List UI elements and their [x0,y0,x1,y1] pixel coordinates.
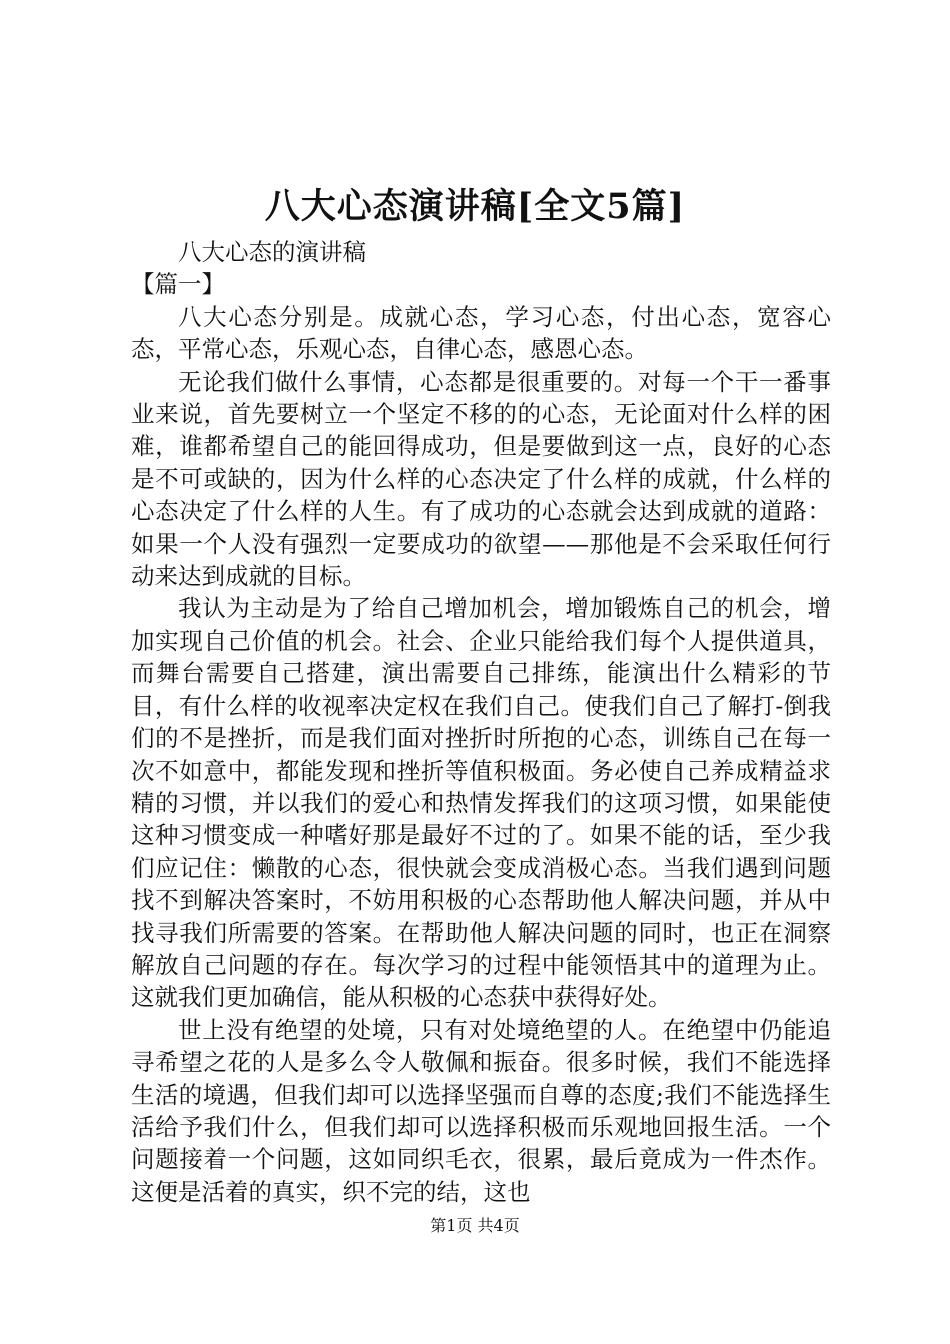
paragraph: 世上没有绝望的处境，只有对处境绝望的人。在绝望中仍能追寻希望之花的人是多么令人敬佩和振奋。很多时候，我们不能选择生活的境遇，但我们却可以选择坚强而自尊的态度;我们不能选择生活给予我们什么，但我们却可以选择积极而乐观地回报生活。一个问题接着一个问题，这如同织毛衣，很累，最后竟成为一件杰作。这便是活着的真实，织不完的结，这也 [131,1015,831,1206]
document-title: 八大心态演讲稿[全文5篇] [264,186,686,227]
page-number-footer: 第1页 共4页 [430,1216,520,1235]
document-body [131,236,831,1208]
section-heading: 【篇一】 [131,270,225,299]
paragraph: 无论我们做什么事情，心态都是很重要的。对每一个干一番事业来说，首先要树立一个坚定不移的的心态，无论面对什么样的困难，谁都希望自己的能回得成功，但是要做到这一点，良好的心态是不可或缺的，因为什么样的心态决定了什么样的成就，什么样的心态决定了什么样的人生。有了成功的心态就会达到成就的道路：如果一个人没有强烈一定要成功的欲望——那他是不会采取任何行动来达到成就的目标。 [131,367,831,591]
document-subtitle: 八大心态的演讲稿 [178,238,366,266]
paragraph: 我认为主动是为了给自己增加机会，增加锻炼自己的机会，增加实现自己价值的机会。社会、企业只能给我们每个人提供道具，而舞台需要自己搭建，演出需要自己排练，能演出什么精彩的节目，有什么样的收视率决定权在我们自己。使我们自己了解打-倒我们的不是挫折，而是我们面对挫折时所抱的心态，训练自己在每一次不如意中，都能发现和挫折等值积极面。务必使自己养成精益求精的习惯，并以我们的爱心和热情发挥我们的这项习惯，如果能使这种习惯变成一种嗜好那是最好不过的了。如果不能的话，至少我们应记住：懒散的心态，很快就会变成消极心态。当我们遇到问题找不到解决答案时，不妨用积极的心态帮助他人解决问题，并从中找寻我们所需要的答案。在帮助他人解决问题的同时，也正在洞察解放自己问题的存在。每次学习的过程中能领悟其中的道理为止。这就我们更加确信，能从积极的心态获中获得好处。 [131,594,831,1012]
paragraph: 八大心态分别是。成就心态，学习心态，付出心态，宽容心态，平常心态，乐观心态，自律心态，感恩心态。 [131,302,831,364]
